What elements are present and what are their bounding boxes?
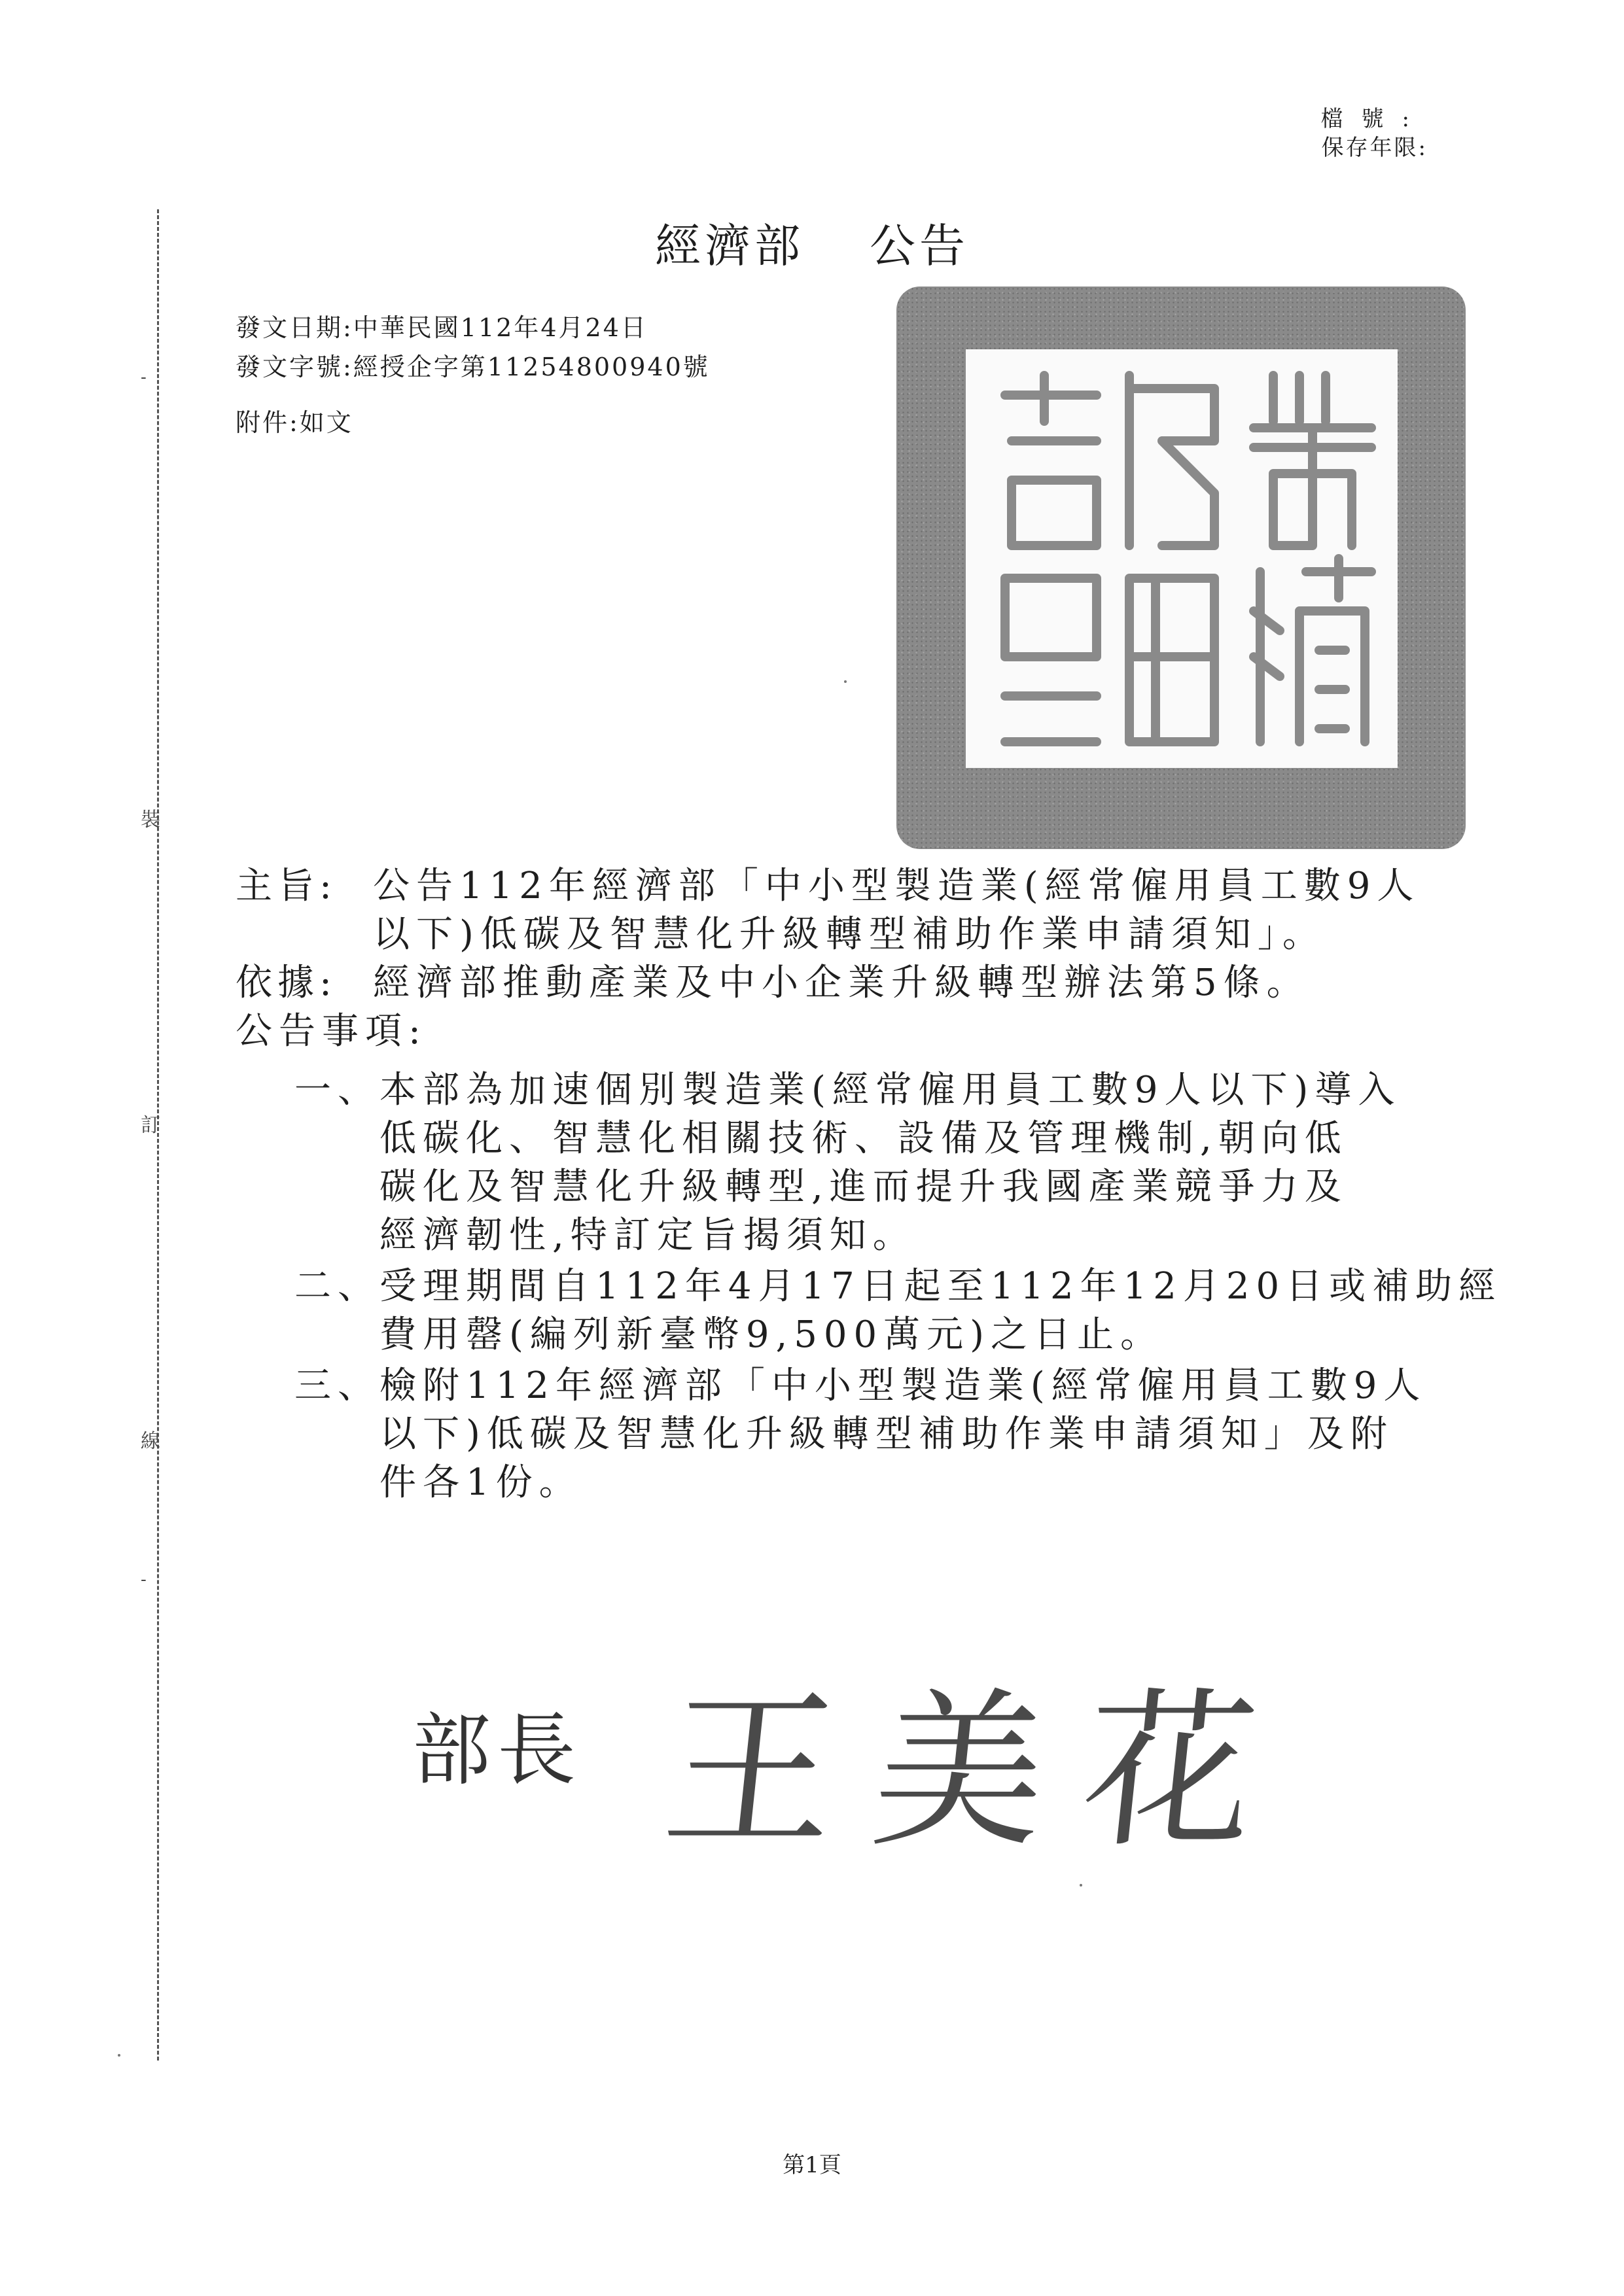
item-line: 經濟韌性,特訂定旨揭須知。 [380, 1214, 916, 1257]
list-item [236, 1066, 1401, 1115]
subject-text-2: 以下)低碳及智慧化升級轉型補助作業申請須知」。 [373, 913, 1326, 956]
item-number: 三、 [294, 1365, 381, 1407]
scan-speck [1080, 1884, 1082, 1887]
signature-name: 王美花 [655, 1673, 1305, 1871]
item-line: 本部為加速個別製造業(經常僱用員工數9人以下)導入 [380, 1069, 1402, 1111]
item-line: 檢附112年經濟部「中小型製造業(經常僱用員工數9人 [380, 1365, 1427, 1407]
item-line: 件各1份。 [380, 1461, 582, 1504]
subject-line-1 [236, 862, 1420, 911]
signature-title: 部長 [412, 1705, 582, 1796]
binding-tick: - [141, 1570, 147, 1590]
subject-text-1: 公告112年經濟部「中小型製造業(經常僱用員工數9人 [373, 865, 1421, 907]
subject-label: 主旨: [236, 865, 337, 907]
document-type: 公告 [870, 219, 969, 273]
page-number: 第1頁 [783, 2152, 841, 2178]
item-line: 碳化及智慧化升級轉型,進而提升我國產業競爭力及 [380, 1166, 1348, 1208]
binding-tick: - [141, 368, 147, 387]
scan-speck [118, 2054, 120, 2057]
item-line: 費用罄(編列新臺幣9,500萬元)之日止。 [380, 1313, 1164, 1356]
seal-face [966, 349, 1398, 768]
item-number: 一、 [294, 1069, 381, 1111]
seal-script-glyphs [966, 349, 1398, 768]
file-number-label: 檔號: [1320, 106, 1428, 132]
item-line: 以下)低碳及智慧化升級轉型補助作業申請須知」及附 [380, 1413, 1394, 1455]
item-line: 受理期間自112年4月17日起至112年12月20日或補助經 [380, 1265, 1502, 1308]
document-number: 發文字號:經授企字第11254800940號 [236, 353, 710, 381]
list-item [236, 1262, 1502, 1311]
item-line: 低碳化、智慧化相關技術、設備及管理機制,朝向低 [380, 1117, 1348, 1160]
binding-char-ding: 訂 [141, 1114, 160, 1137]
basis-label: 依據: [236, 962, 337, 1004]
binding-char-zhuang: 裝 [141, 809, 160, 831]
retention-period-field [1322, 133, 1428, 162]
agency-name: 經濟部 [655, 219, 804, 273]
items-label: 公告事項: [236, 1010, 427, 1052]
list-item [236, 1362, 1426, 1410]
file-number-field [1321, 105, 1428, 133]
basis-line [236, 959, 1310, 1007]
retention-period-label: 保存年限: [1321, 135, 1428, 161]
item-number: 二、 [294, 1265, 381, 1308]
attachment-note: 附件:如文 [236, 408, 353, 437]
issue-date: 發文日期:中華民國112年4月24日 [236, 313, 648, 342]
document-title [0, 209, 1624, 275]
official-seal [896, 287, 1466, 849]
binding-char-xian: 線 [141, 1430, 160, 1453]
basis-text: 經濟部推動產業及中小企業升級轉型辦法第5條。 [373, 962, 1310, 1004]
scan-speck [844, 680, 847, 683]
